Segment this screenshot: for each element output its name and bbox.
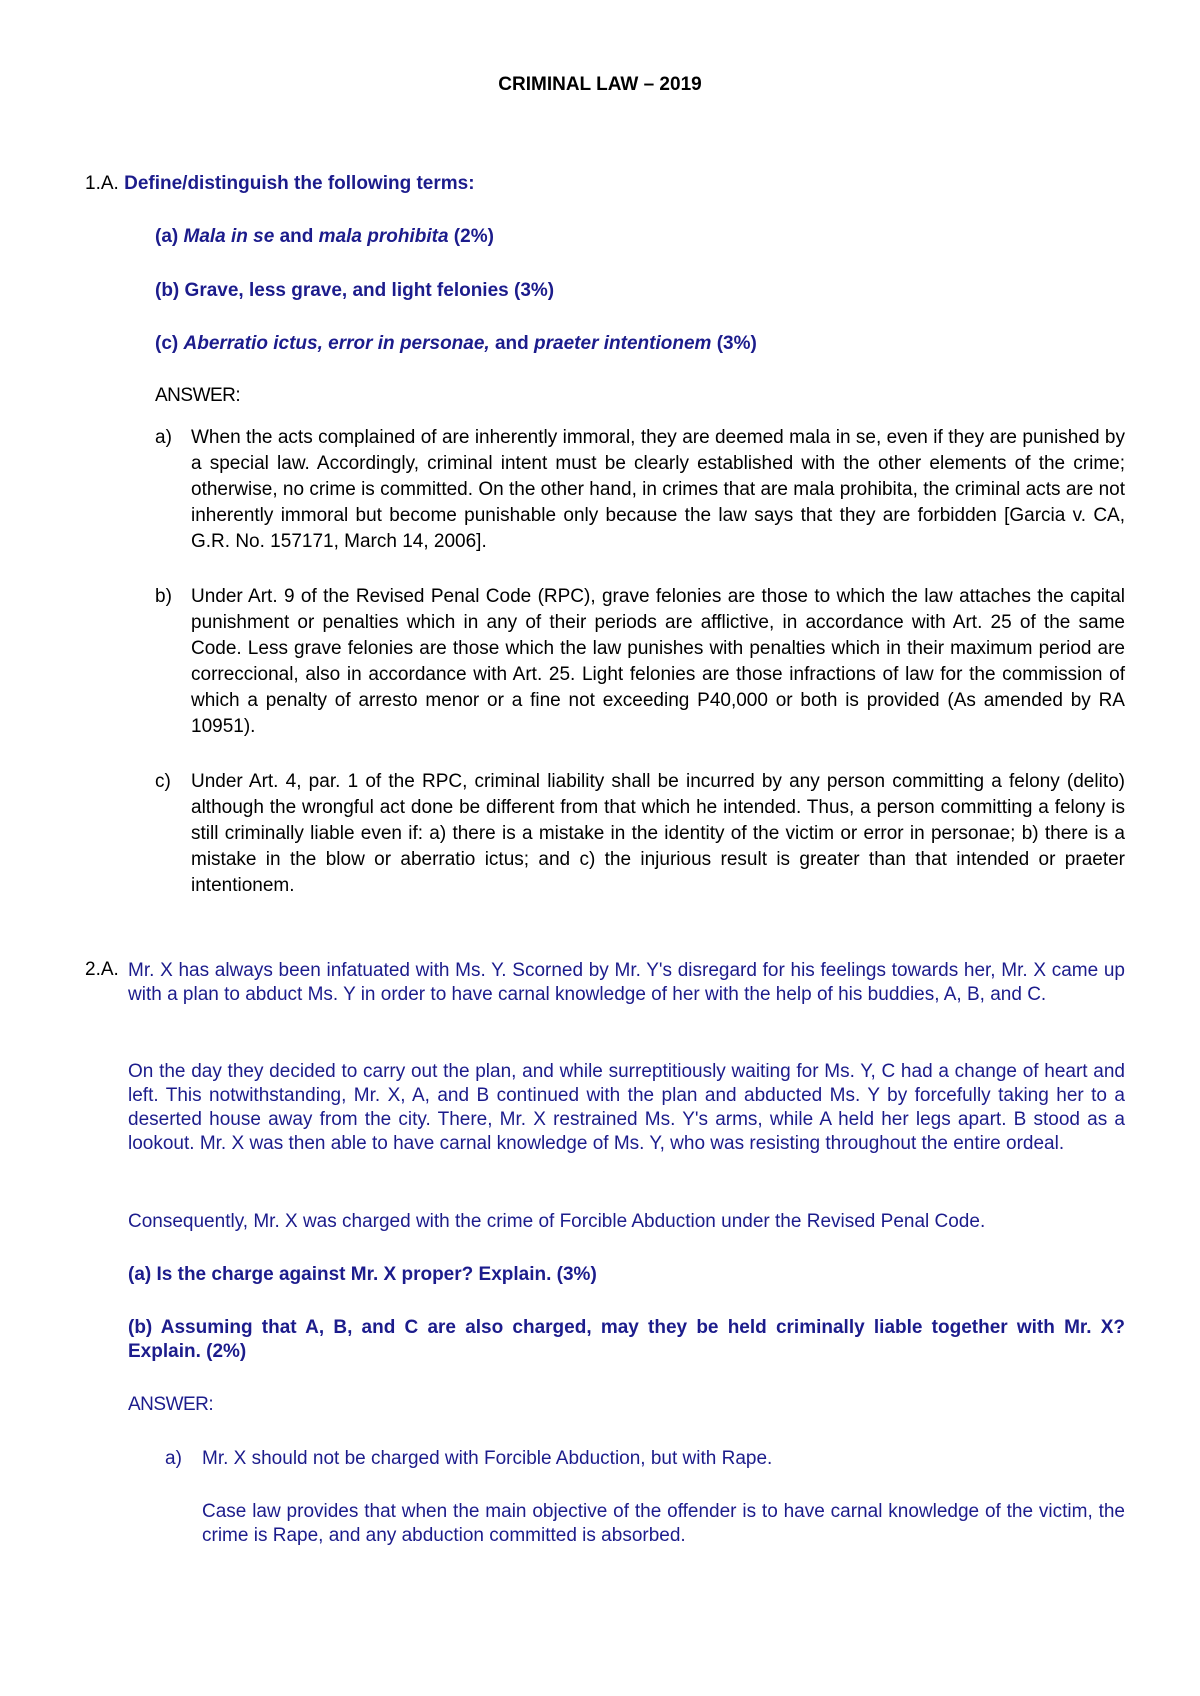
term-mala-in-se: Mala in se xyxy=(183,226,275,247)
question-2b: (b) Assuming that A, B, and C are also charged, may they be held criminally liable together with Mr. X? Explain. (2%) xyxy=(128,1317,1125,1362)
answer-1b-marker: b) xyxy=(155,586,172,607)
document-title: CRIMINAL LAW – 2019 xyxy=(498,74,702,95)
question-1a-connector: and xyxy=(274,226,319,247)
term-praeter-intentionem: praeter intentionem xyxy=(534,333,712,354)
answer-1a-text: When the acts complained of are inherently immoral, they are deemed mala in se, even if they are punished by a special law. Accordingly, criminal intent must be clearly established with the other elements of the crime; otherwise, no crime is committed. On the other hand, in crimes that are mala prohibita, the criminal acts are not inherently immoral but become punishable only because the law says that they are forbidden [Garcia v. CA, G.R. No. 157171, March 14, 2006]. xyxy=(191,427,1125,552)
answer-label-1: ANSWER: xyxy=(155,385,241,406)
term-mala-prohibita: mala prohibita xyxy=(318,226,449,247)
question-2-paragraph-3: Consequently, Mr. X was charged with the crime of Forcible Abduction under the Revised Penal Code. xyxy=(128,1211,986,1232)
question-1c-label: (c) xyxy=(155,333,184,354)
term-aberratio-ictus: Aberratio ictus, error in personae, xyxy=(183,333,490,354)
answer-label-2: ANSWER: xyxy=(128,1394,214,1415)
answer-2a-marker: a) xyxy=(165,1448,182,1469)
question-1a-label: (a) xyxy=(155,226,184,247)
question-2a: (a) Is the charge against Mr. X proper? Explain. (3%) xyxy=(128,1264,597,1285)
question-1-prompt: Define/distinguish the following terms: xyxy=(124,173,475,194)
question-1a-points: (2%) xyxy=(448,226,494,247)
question-2-number: 2.A. xyxy=(85,959,119,980)
question-1a xyxy=(155,226,494,248)
question-2-paragraph-1: Mr. X has always been infatuated with Ms. Y. Scorned by Mr. Y's disregard for his feelings towards her, Mr. X came up with a plan to abduct Ms. Y in order to have carnal knowledge of her with the help of his buddies, A, B, and C. xyxy=(128,960,1125,1005)
question-1c-connector: and xyxy=(489,333,535,354)
answer-1b xyxy=(155,584,1125,744)
answer-1a-marker: a) xyxy=(155,427,172,448)
question-1-heading xyxy=(85,173,475,195)
answer-2a-detail: Case law provides that when the main objective of the offender is to have carnal knowledge of the victim, the crime is Rape, and any abduction committed is absorbed. xyxy=(202,1501,1125,1546)
question-1c-points: (3%) xyxy=(711,333,757,354)
question-2-paragraph-2: On the day they decided to carry out the plan, and while surreptitiously waiting for Ms. Y, C had a change of heart and left. This notwithstanding, Mr. X, A, and B continued with the plan and abducted Ms. Y by forcefully taking her to a deserted house away from the city. There, Mr. X restrained Ms. Y's arms, while A held her legs apart. B stood as a lookout. Mr. X was then able to have carnal knowledge of Ms. Y, who was resisting throughout the entire ordeal. xyxy=(128,1061,1125,1154)
answer-2a-line: Mr. X should not be charged with Forcible Abduction, but with Rape. xyxy=(202,1448,773,1469)
question-1c xyxy=(155,333,757,355)
answer-1b-text: Under Art. 9 of the Revised Penal Code (RPC), grave felonies are those to which the law attaches the capital punishment or penalties which in any of their periods are afflictive, in accordance with Art. 25 of the same Code. Less grave felonies are those which the law punishes with penalties which in their maximum period are correccional, also in accordance with Art. 25. Light felonies are those infractions of law for the commission of which a penalty of arresto menor or a fine not exceeding P40,000 or both is provided (As amended by RA 10951). xyxy=(191,586,1125,737)
answer-1c xyxy=(155,769,1125,901)
answer-1c-text: Under Art. 4, par. 1 of the RPC, criminal liability shall be incurred by any person committing a felony (delito) although the wrongful act done be different from that which he intended. Thus, a person committing a felony is still criminally liable even if: a) there is a mistake in the identity of the victim or error in personae; b) there is a mistake in the blow or aberratio ictus; and c) the injurious result is greater than that intended or praeter intentionem. xyxy=(191,771,1125,896)
question-1-number: 1.A. xyxy=(85,173,119,194)
answer-1c-marker: c) xyxy=(155,771,171,792)
question-1b: (b) Grave, less grave, and light felonies (3%) xyxy=(155,280,555,301)
answer-1a xyxy=(155,425,1125,557)
